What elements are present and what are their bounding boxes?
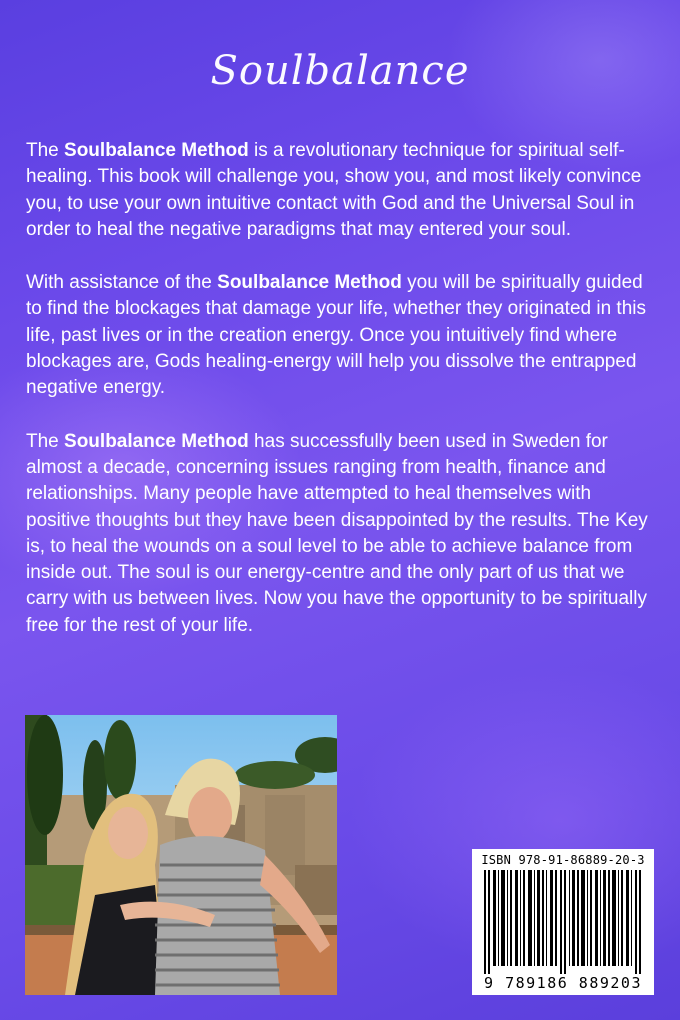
back-cover-blurb <box>26 138 658 666</box>
isbn-label: ISBN 978-91-86889-20-3 <box>481 853 645 867</box>
method-name: Soulbalance Method <box>217 272 402 294</box>
text-segment: The <box>26 430 65 452</box>
isbn-barcode <box>472 849 654 995</box>
text-segment: has successfully been used in Sweden for almost a decade, concerning issues ranging from health, finance and relationships. Many people have attempted to heal themselves with positive thoughts but they have been disappointed by the results. The Key is, to heal the wounds on a soul level to be able to achieve balance from inside out. The soul is our energy-centre and the only part of us that we carry with us between lives. Now you have the opportunity to be spiritually free for the rest of your life. <box>26 430 648 636</box>
text-segment: you will be spiritually guided to find the blockages that damage your life, whether they originated in this life, past lives or in the creation energy. Once you intuitively find where blockages are, Gods healing-energy will help you dissolve the entrapped negative energy. <box>26 272 646 399</box>
blurb-paragraph-3 <box>26 429 658 639</box>
text-segment: The <box>26 140 65 161</box>
author-photo-illustration <box>25 715 337 995</box>
method-name: Soulbalance Method <box>64 430 249 452</box>
method-name: Soulbalance Method <box>64 140 249 161</box>
text-segment: With assistance of the <box>26 272 218 294</box>
blurb-paragraph-2 <box>26 270 658 401</box>
text-segment: is a revolutionary technique for spiritual self-healing. This book will challenge you, show you, and most likely convince you, to use your own intuitive contact with God and the Universal Soul in order to heal the negative paradigms that may entered your soul. <box>26 140 642 240</box>
book-title: Soulbalance <box>210 48 470 94</box>
isbn-number: 9 789186 889203 <box>484 974 642 992</box>
author-photo <box>25 715 337 995</box>
blurb-paragraph-1 <box>26 138 658 243</box>
barcode-bars <box>480 870 646 974</box>
